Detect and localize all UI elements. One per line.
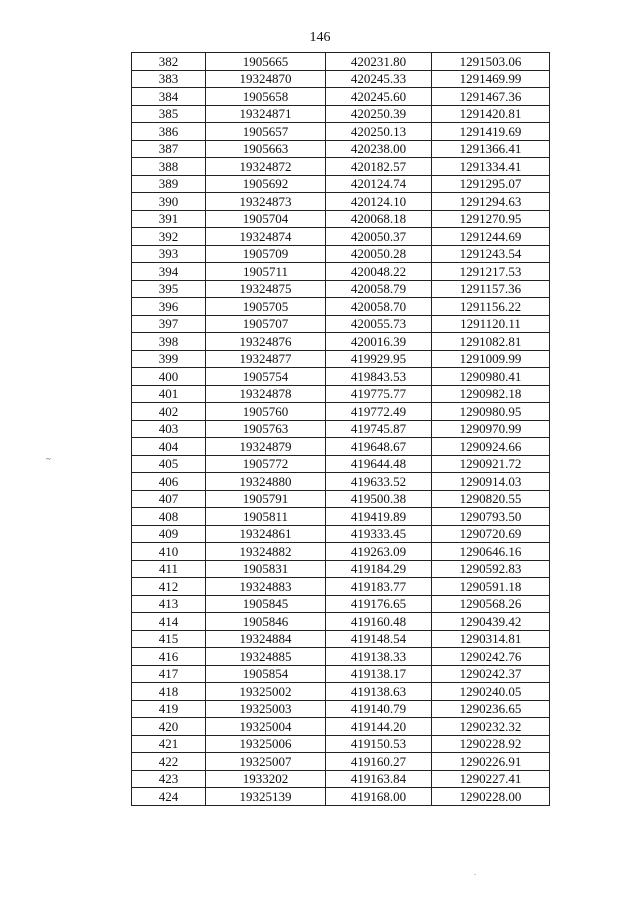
table-row [132, 403, 550, 421]
y-coordinate-cell: 1291420.81 [432, 105, 550, 123]
x-coordinate-cell: 420250.39 [326, 105, 432, 123]
point-id-cell: 19324879 [206, 438, 326, 456]
x-coordinate-cell: 419140.79 [326, 700, 432, 718]
margin-mark: ~ [46, 454, 51, 464]
point-id-cell: 1905754 [206, 368, 326, 386]
table-row [132, 263, 550, 281]
table-row [132, 630, 550, 648]
point-id-cell: 1905831 [206, 560, 326, 578]
point-id-cell: 19324885 [206, 648, 326, 666]
foot-mark: . [474, 868, 476, 877]
y-coordinate-cell: 1291295.07 [432, 175, 550, 193]
table-row [132, 70, 550, 88]
point-number-cell: 392 [132, 228, 206, 246]
x-coordinate-cell: 420245.60 [326, 88, 432, 106]
point-number-cell: 393 [132, 245, 206, 263]
table-row [132, 105, 550, 123]
point-number-cell: 386 [132, 123, 206, 141]
table-row [132, 490, 550, 508]
point-number-cell: 389 [132, 175, 206, 193]
table-row [132, 228, 550, 246]
point-number-cell: 416 [132, 648, 206, 666]
point-id-cell: 19324883 [206, 578, 326, 596]
point-id-cell: 1905845 [206, 595, 326, 613]
point-number-cell: 405 [132, 455, 206, 473]
x-coordinate-cell: 419419.89 [326, 508, 432, 526]
table-row [132, 665, 550, 683]
table-row [132, 140, 550, 158]
y-coordinate-cell: 1291334.41 [432, 158, 550, 176]
x-coordinate-cell: 420231.80 [326, 53, 432, 71]
table-row [132, 613, 550, 631]
y-coordinate-cell: 1290592.83 [432, 560, 550, 578]
table-row [132, 770, 550, 788]
point-number-cell: 400 [132, 368, 206, 386]
y-coordinate-cell: 1290820.55 [432, 490, 550, 508]
y-coordinate-cell: 1291082.81 [432, 333, 550, 351]
table-row [132, 385, 550, 403]
point-number-cell: 396 [132, 298, 206, 316]
table-row [132, 350, 550, 368]
table-row [132, 298, 550, 316]
x-coordinate-cell: 420182.57 [326, 158, 432, 176]
point-number-cell: 398 [132, 333, 206, 351]
x-coordinate-cell: 419775.77 [326, 385, 432, 403]
y-coordinate-cell: 1291503.06 [432, 53, 550, 71]
y-coordinate-cell: 1290242.37 [432, 665, 550, 683]
y-coordinate-cell: 1290240.05 [432, 683, 550, 701]
x-coordinate-cell: 419138.33 [326, 648, 432, 666]
y-coordinate-cell: 1290228.00 [432, 788, 550, 806]
x-coordinate-cell: 419263.09 [326, 543, 432, 561]
y-coordinate-cell: 1290924.66 [432, 438, 550, 456]
point-id-cell: 19325002 [206, 683, 326, 701]
table-row [132, 753, 550, 771]
point-id-cell: 19324873 [206, 193, 326, 211]
table-row [132, 245, 550, 263]
x-coordinate-cell: 420250.13 [326, 123, 432, 141]
table-row [132, 193, 550, 211]
point-number-cell: 417 [132, 665, 206, 683]
table-row [132, 578, 550, 596]
y-coordinate-cell: 1291419.69 [432, 123, 550, 141]
point-number-cell: 419 [132, 700, 206, 718]
point-number-cell: 423 [132, 770, 206, 788]
x-coordinate-cell: 419138.17 [326, 665, 432, 683]
x-coordinate-cell: 420124.10 [326, 193, 432, 211]
point-number-cell: 391 [132, 210, 206, 228]
table-body [132, 53, 550, 806]
x-coordinate-cell: 420048.22 [326, 263, 432, 281]
point-number-cell: 394 [132, 263, 206, 281]
y-coordinate-cell: 1290982.18 [432, 385, 550, 403]
table-row [132, 210, 550, 228]
x-coordinate-cell: 419163.84 [326, 770, 432, 788]
point-number-cell: 412 [132, 578, 206, 596]
table-row [132, 648, 550, 666]
point-number-cell: 415 [132, 630, 206, 648]
table-row [132, 315, 550, 333]
table-row [132, 420, 550, 438]
point-number-cell: 388 [132, 158, 206, 176]
point-id-cell: 19325007 [206, 753, 326, 771]
page-number: 146 [309, 30, 331, 45]
point-number-cell: 406 [132, 473, 206, 491]
table-row [132, 543, 550, 561]
point-id-cell: 1905665 [206, 53, 326, 71]
y-coordinate-cell: 1290568.26 [432, 595, 550, 613]
point-id-cell: 1905854 [206, 665, 326, 683]
y-coordinate-cell: 1291467.36 [432, 88, 550, 106]
point-number-cell: 420 [132, 718, 206, 736]
point-number-cell: 402 [132, 403, 206, 421]
y-coordinate-cell: 1291217.53 [432, 263, 550, 281]
point-id-cell: 19325003 [206, 700, 326, 718]
x-coordinate-cell: 419929.95 [326, 350, 432, 368]
x-coordinate-cell: 419633.52 [326, 473, 432, 491]
y-coordinate-cell: 1290242.76 [432, 648, 550, 666]
table-row [132, 595, 550, 613]
point-id-cell: 19324872 [206, 158, 326, 176]
y-coordinate-cell: 1291157.36 [432, 280, 550, 298]
x-coordinate-cell: 419648.67 [326, 438, 432, 456]
table-row [132, 473, 550, 491]
x-coordinate-cell: 420068.18 [326, 210, 432, 228]
y-coordinate-cell: 1290232.32 [432, 718, 550, 736]
y-coordinate-cell: 1291366.41 [432, 140, 550, 158]
point-id-cell: 1933202 [206, 770, 326, 788]
point-id-cell: 19324871 [206, 105, 326, 123]
point-id-cell: 1905763 [206, 420, 326, 438]
table-row [132, 700, 550, 718]
point-id-cell: 19324875 [206, 280, 326, 298]
point-id-cell: 19324882 [206, 543, 326, 561]
table-row [132, 455, 550, 473]
point-number-cell: 408 [132, 508, 206, 526]
table-row [132, 333, 550, 351]
table-row [132, 175, 550, 193]
x-coordinate-cell: 419144.20 [326, 718, 432, 736]
point-number-cell: 404 [132, 438, 206, 456]
point-number-cell: 424 [132, 788, 206, 806]
table-row [132, 368, 550, 386]
table-row [132, 718, 550, 736]
point-id-cell: 1905707 [206, 315, 326, 333]
point-id-cell: 1905760 [206, 403, 326, 421]
table-row [132, 53, 550, 71]
point-id-cell: 19324880 [206, 473, 326, 491]
point-number-cell: 399 [132, 350, 206, 368]
point-id-cell: 1905772 [206, 455, 326, 473]
x-coordinate-cell: 420238.00 [326, 140, 432, 158]
y-coordinate-cell: 1291469.99 [432, 70, 550, 88]
point-number-cell: 382 [132, 53, 206, 71]
x-coordinate-cell: 419184.29 [326, 560, 432, 578]
point-id-cell: 19325139 [206, 788, 326, 806]
point-number-cell: 410 [132, 543, 206, 561]
x-coordinate-cell: 419160.48 [326, 613, 432, 631]
table-row [132, 158, 550, 176]
point-number-cell: 411 [132, 560, 206, 578]
y-coordinate-cell: 1290970.99 [432, 420, 550, 438]
x-coordinate-cell: 420050.37 [326, 228, 432, 246]
point-number-cell: 407 [132, 490, 206, 508]
coordinates-table [131, 52, 550, 806]
point-number-cell: 403 [132, 420, 206, 438]
table-row [132, 438, 550, 456]
x-coordinate-cell: 420050.28 [326, 245, 432, 263]
y-coordinate-cell: 1291244.69 [432, 228, 550, 246]
y-coordinate-cell: 1290793.50 [432, 508, 550, 526]
y-coordinate-cell: 1291009.99 [432, 350, 550, 368]
point-number-cell: 421 [132, 735, 206, 753]
x-coordinate-cell: 420245.33 [326, 70, 432, 88]
point-number-cell: 422 [132, 753, 206, 771]
point-number-cell: 414 [132, 613, 206, 631]
x-coordinate-cell: 419843.53 [326, 368, 432, 386]
y-coordinate-cell: 1290646.16 [432, 543, 550, 561]
x-coordinate-cell: 419148.54 [326, 630, 432, 648]
point-id-cell: 19324870 [206, 70, 326, 88]
point-id-cell: 1905705 [206, 298, 326, 316]
point-number-cell: 383 [132, 70, 206, 88]
y-coordinate-cell: 1291270.95 [432, 210, 550, 228]
x-coordinate-cell: 420058.79 [326, 280, 432, 298]
x-coordinate-cell: 419150.53 [326, 735, 432, 753]
table-row [132, 508, 550, 526]
y-coordinate-cell: 1291120.11 [432, 315, 550, 333]
point-id-cell: 19324878 [206, 385, 326, 403]
point-id-cell: 19325004 [206, 718, 326, 736]
table-row [132, 280, 550, 298]
point-number-cell: 384 [132, 88, 206, 106]
y-coordinate-cell: 1291294.63 [432, 193, 550, 211]
x-coordinate-cell: 419168.00 [326, 788, 432, 806]
point-number-cell: 418 [132, 683, 206, 701]
y-coordinate-cell: 1290228.92 [432, 735, 550, 753]
point-id-cell: 19325006 [206, 735, 326, 753]
y-coordinate-cell: 1291156.22 [432, 298, 550, 316]
y-coordinate-cell: 1290236.65 [432, 700, 550, 718]
table-row [132, 88, 550, 106]
table-row [132, 683, 550, 701]
point-number-cell: 390 [132, 193, 206, 211]
point-number-cell: 413 [132, 595, 206, 613]
x-coordinate-cell: 419500.38 [326, 490, 432, 508]
x-coordinate-cell: 420124.74 [326, 175, 432, 193]
x-coordinate-cell: 419333.45 [326, 525, 432, 543]
x-coordinate-cell: 420058.70 [326, 298, 432, 316]
table-row [132, 123, 550, 141]
table-row [132, 525, 550, 543]
x-coordinate-cell: 419183.77 [326, 578, 432, 596]
point-number-cell: 397 [132, 315, 206, 333]
point-id-cell: 1905704 [206, 210, 326, 228]
y-coordinate-cell: 1290591.18 [432, 578, 550, 596]
y-coordinate-cell: 1290921.72 [432, 455, 550, 473]
point-id-cell: 1905846 [206, 613, 326, 631]
point-id-cell: 1905658 [206, 88, 326, 106]
point-number-cell: 387 [132, 140, 206, 158]
table-row [132, 560, 550, 578]
point-number-cell: 401 [132, 385, 206, 403]
point-id-cell: 19324874 [206, 228, 326, 246]
point-id-cell: 1905791 [206, 490, 326, 508]
y-coordinate-cell: 1290227.41 [432, 770, 550, 788]
y-coordinate-cell: 1290226.91 [432, 753, 550, 771]
y-coordinate-cell: 1290439.42 [432, 613, 550, 631]
point-number-cell: 409 [132, 525, 206, 543]
x-coordinate-cell: 419138.63 [326, 683, 432, 701]
point-id-cell: 1905657 [206, 123, 326, 141]
point-id-cell: 1905692 [206, 175, 326, 193]
x-coordinate-cell: 419772.49 [326, 403, 432, 421]
x-coordinate-cell: 419176.65 [326, 595, 432, 613]
point-id-cell: 19324884 [206, 630, 326, 648]
point-number-cell: 395 [132, 280, 206, 298]
y-coordinate-cell: 1290314.81 [432, 630, 550, 648]
y-coordinate-cell: 1290914.03 [432, 473, 550, 491]
y-coordinate-cell: 1290980.41 [432, 368, 550, 386]
point-id-cell: 1905711 [206, 263, 326, 281]
point-id-cell: 1905811 [206, 508, 326, 526]
x-coordinate-cell: 420055.73 [326, 315, 432, 333]
x-coordinate-cell: 419644.48 [326, 455, 432, 473]
point-id-cell: 1905663 [206, 140, 326, 158]
point-id-cell: 19324877 [206, 350, 326, 368]
y-coordinate-cell: 1291243.54 [432, 245, 550, 263]
y-coordinate-cell: 1290980.95 [432, 403, 550, 421]
x-coordinate-cell: 419160.27 [326, 753, 432, 771]
point-id-cell: 19324876 [206, 333, 326, 351]
point-number-cell: 385 [132, 105, 206, 123]
table-row [132, 735, 550, 753]
table-row [132, 788, 550, 806]
x-coordinate-cell: 419745.87 [326, 420, 432, 438]
point-id-cell: 1905709 [206, 245, 326, 263]
y-coordinate-cell: 1290720.69 [432, 525, 550, 543]
point-id-cell: 19324861 [206, 525, 326, 543]
x-coordinate-cell: 420016.39 [326, 333, 432, 351]
